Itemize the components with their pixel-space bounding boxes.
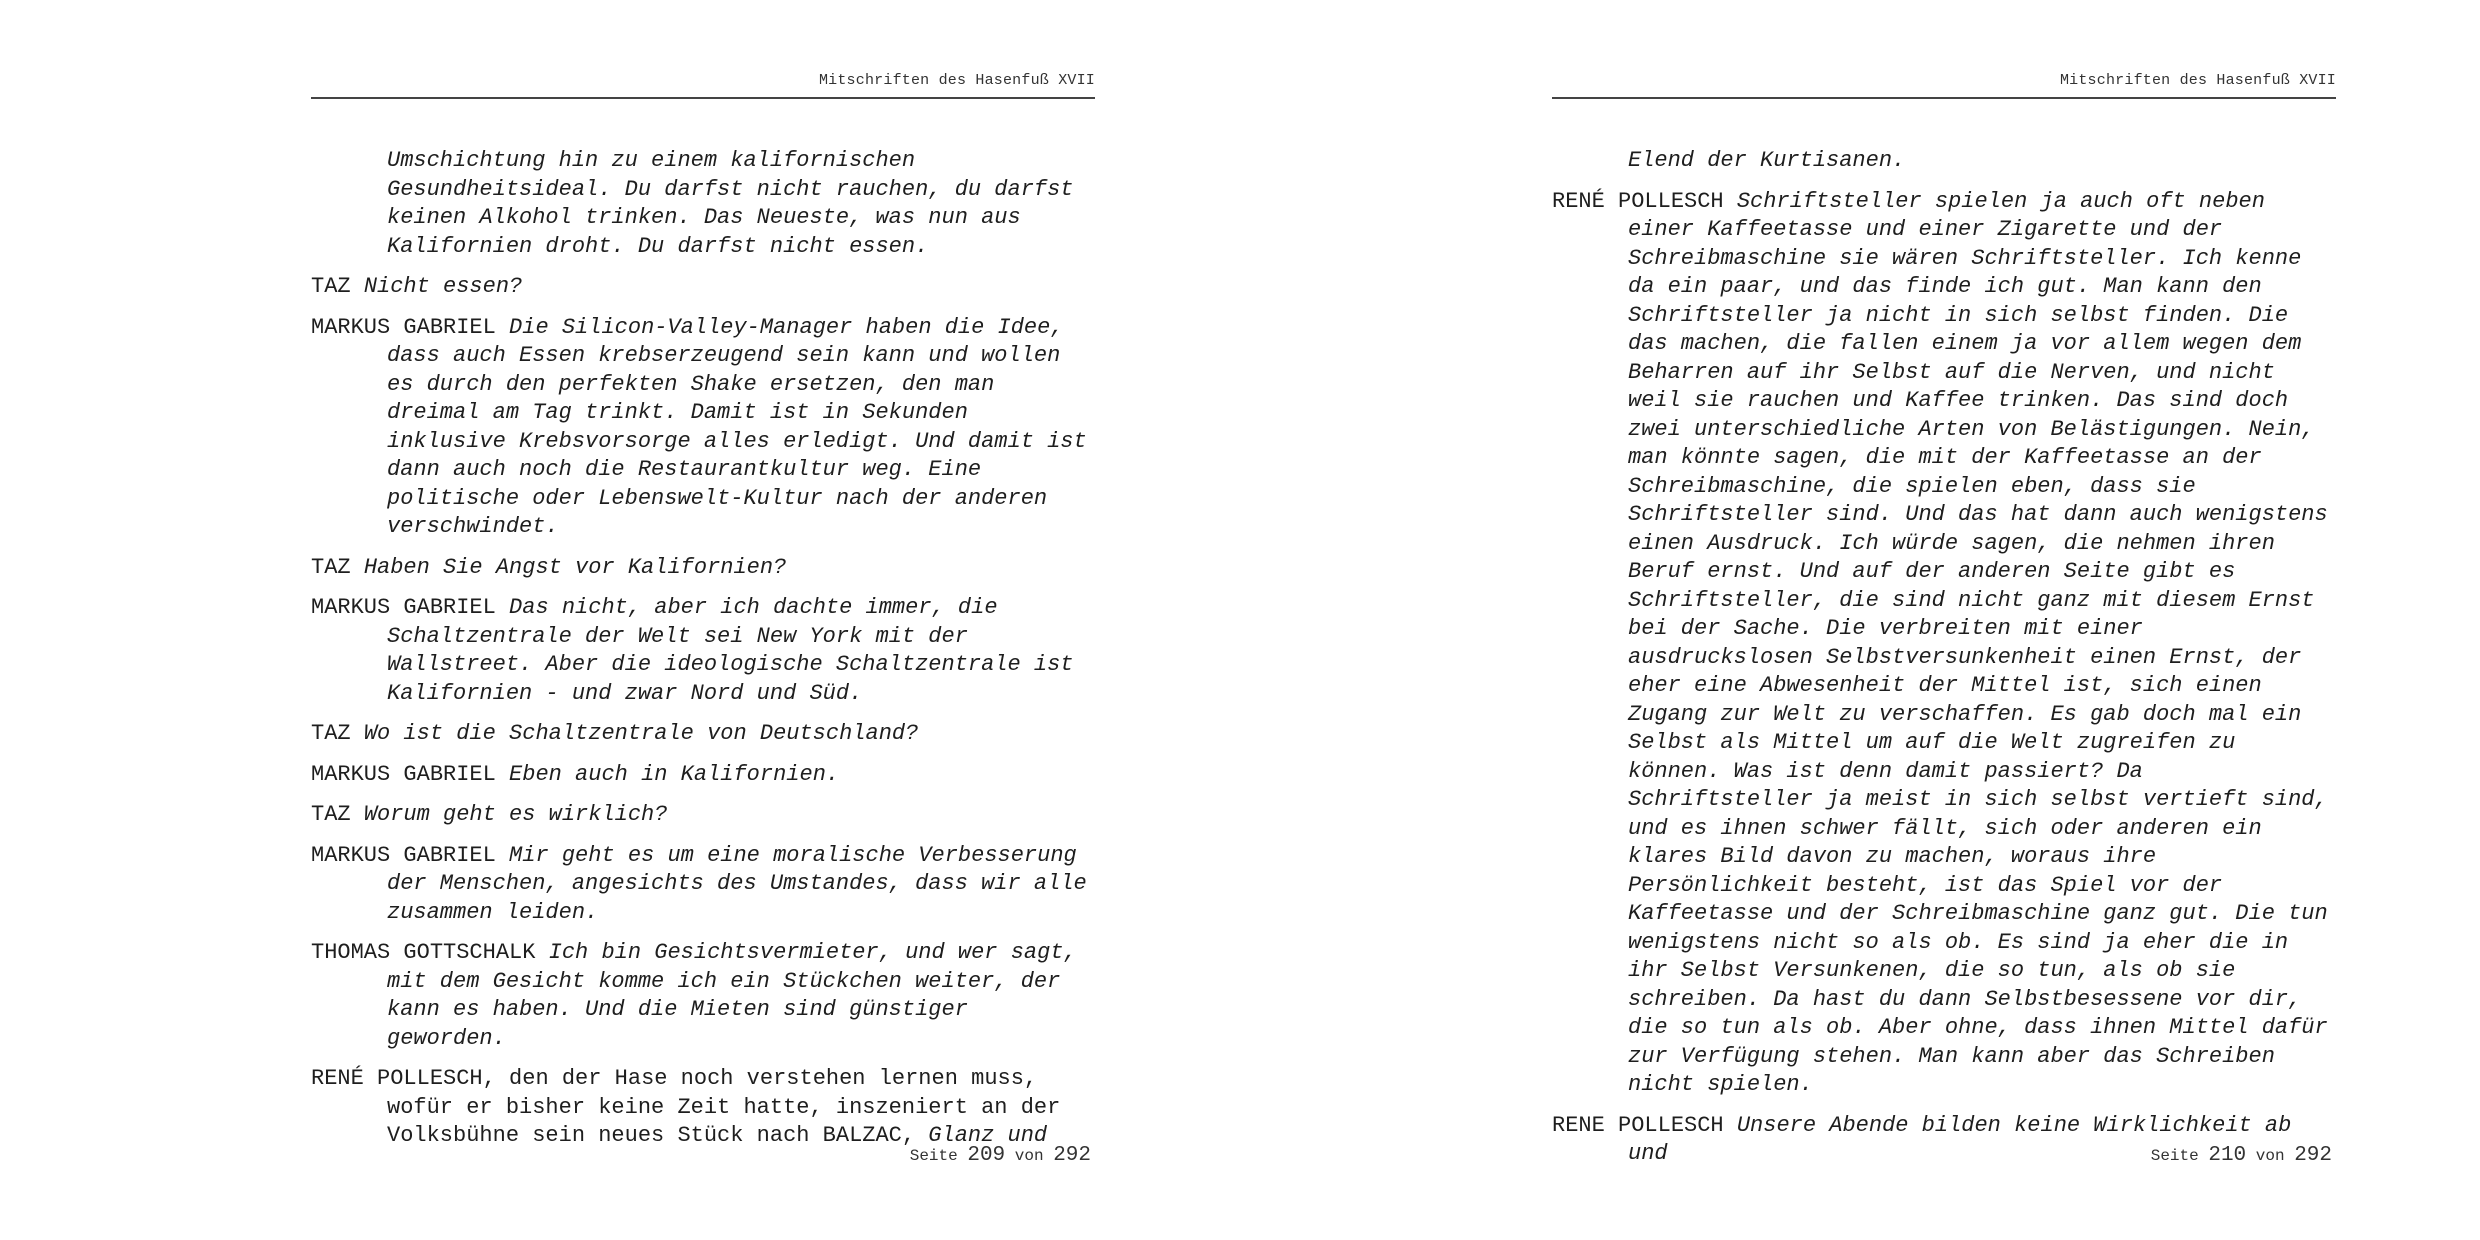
paragraph-continuation [311, 147, 1095, 261]
right-page [1552, 0, 2336, 1240]
dialogue-paragraph [311, 939, 1095, 1053]
dialogue-paragraph [1552, 188, 2336, 1100]
speech-text: Eben auch in Kalifornien. [509, 761, 840, 787]
title-text: Glanz und [928, 1123, 1048, 1148]
page-number-footer [910, 1144, 1091, 1167]
speech-text: Die Silicon-Valley-Manager haben die Idee, dass auch Essen krebserzeugend sein kann und wollen es durch den perfekten Shake ersetzen, den man dreimal am Tag trinkt. Damit ist in Sekunden inklusive Krebsvorsorge alles erledigt. Und damit ist dann auch noch die Restaurantkultur weg. Eine politische oder Lebenswelt-Kultur nach der anderen verschwindet. [387, 314, 1087, 539]
speech-text: Unsere Abende bilden keine Wirklichkeit ab und [1628, 1112, 2292, 1166]
speaker-name: TAZ [311, 721, 351, 746]
dialogue-paragraph [311, 720, 1095, 749]
dialogue-paragraph [311, 554, 1095, 583]
speaker-name: RENE POLLESCH [1552, 1112, 1724, 1138]
footer-prefix: Seite [2150, 1147, 2199, 1165]
dialogue-paragraph [311, 273, 1095, 302]
speaker-name: MARKUS GABRIEL [311, 314, 496, 340]
speech-text: Schriftsteller spielen ja auch oft neben einer Kaffeetasse und einer Zigarette und der Schreibmaschine sie wären Schriftsteller. Ich kenne da ein paar, und das finde ich gut. Man kann den Schriftsteller ja nicht in sich selbst finden. Die das machen, die fallen einem ja vor allem wegen dem Beharren auf ihr Selbst auf die Nerven, und nicht weil sie rauchen und Kaffee trinken. Das sind doch zwei unterschiedliche Arten von Belästigungen. Nein, man könnte sagen, die mit der Kaffeetasse an der Schreibmaschine, die spielen eben, dass sie Schriftsteller sind. Und das hat dann auch wenigstens einen Ausdruck. Ich würde sagen, die nehmen ihren Beruf ernst. Und auf der anderen Seite gibt es Schriftsteller, die sind nicht ganz mit diesem Ernst bei der Sache. Die verbreiten mit einer ausdruckslosen Selbstversunkenheit einen Ernst, der eher eine Abwesenheit der Mittel ist, sich einen Zugang zur Welt zu verschaffen. Es gab doch mal ein Selbst als Mittel um auf die Welt zugreifen zu können. Was ist denn damit passiert? Da Schriftsteller ja meist in sich selbst vertieft sind, und es ihnen schwer fällt, sich oder anderen ein klares Bild davon zu machen, woraus ihre Persönlichkeit besteht, ist das Spiel vor der Kaffeetasse und der Schreibmaschine ganz gut. Die tun wenigstens nicht so als ob. Es sind ja eher die in ihr Selbst Versunkenen, die so tun, als ob sie schreiben. Da hast du dann Selbstbesessene vor dir, die so tun als ob. Aber ohne, dass ihnen Mittel dafür zur Verfügung stehen. Man kann aber das Schreiben nicht spielen. [1628, 188, 2328, 1097]
speaker-name: TAZ [311, 554, 351, 580]
header-rule [1552, 97, 2336, 99]
speech-text: Das nicht, aber ich dachte immer, die Schaltzentrale der Welt sei New York mit der Wallstreet. Aber die ideologische Schaltzentrale ist Kalifornien - und zwar Nord und Süd. [387, 595, 1074, 706]
paragraph-continuation [1552, 147, 2336, 176]
speech-text: Nicht essen? [363, 274, 523, 299]
speech-text: Mir geht es um eine moralische Verbesserung der Menschen, angesichts des Umstandes, dass wir alle zusammen leiden. [387, 842, 1087, 925]
speaker-name: THOMAS GOTTSCHALK [311, 940, 536, 965]
dialogue-paragraph [311, 314, 1095, 542]
page-number: 209 [967, 1144, 1006, 1167]
page-number: 210 [2208, 1144, 2247, 1167]
running-head: Mitschriften des Hasenfuß XVII [818, 72, 1095, 89]
footer-of-word: von [2255, 1147, 2285, 1165]
page-total: 292 [2294, 1144, 2332, 1167]
page-body [311, 147, 1095, 1163]
narration-paragraph [311, 1065, 1095, 1151]
footer-prefix: Seite [909, 1147, 958, 1165]
header-rule [311, 97, 1095, 99]
speech-text: Worum geht es wirklich? [363, 802, 668, 827]
speech-text: Umschichtung hin zu einem kalifornischen Gesundheitsideal. Du darfst nicht rauchen, du darfst keinen Alkohol trinken. Das Neueste, was nun aus Kalifornien droht. Du darfst nicht essen. [387, 148, 1074, 259]
speech-text: Ich bin Gesichtsvermieter, und wer sagt, mit dem Gesicht komme ich ein Stückchen weiter, der kann es haben. Und die Mieten sind günstiger geworden. [387, 940, 1077, 1051]
dialogue-paragraph [311, 801, 1095, 830]
speech-text: Elend der Kurtisanen. [1628, 148, 1906, 173]
dialogue-paragraph [311, 842, 1095, 928]
speech-text: Wo ist die Schaltzentrale von Deutschland? [363, 721, 919, 746]
running-head: Mitschriften des Hasenfuß XVII [2059, 72, 2336, 89]
speech-text: Haben Sie Angst vor Kalifornien? [363, 554, 787, 580]
speaker-name: TAZ [311, 274, 351, 299]
speaker-name: RENÉ POLLESCH [311, 1066, 483, 1091]
page-total: 292 [1053, 1144, 1091, 1167]
page-number-footer [2151, 1144, 2332, 1167]
dialogue-paragraph [311, 761, 1095, 790]
speaker-name: MARKUS GABRIEL [311, 842, 496, 868]
left-page [311, 0, 1095, 1240]
narration-text: , den der Hase noch verstehen lernen muss, wofür er bisher keine Zeit hatte, inszeniert an der Volksbühne sein neues Stück nach BALZAC, [387, 1066, 1061, 1148]
speaker-name: TAZ [311, 802, 351, 827]
page-body [1552, 147, 2336, 1181]
speaker-name: RENÉ POLLESCH [1552, 188, 1724, 214]
speaker-name: MARKUS GABRIEL [311, 761, 496, 787]
footer-of-word: von [1014, 1147, 1044, 1165]
speaker-name: MARKUS GABRIEL [311, 595, 496, 620]
dialogue-paragraph [311, 594, 1095, 708]
